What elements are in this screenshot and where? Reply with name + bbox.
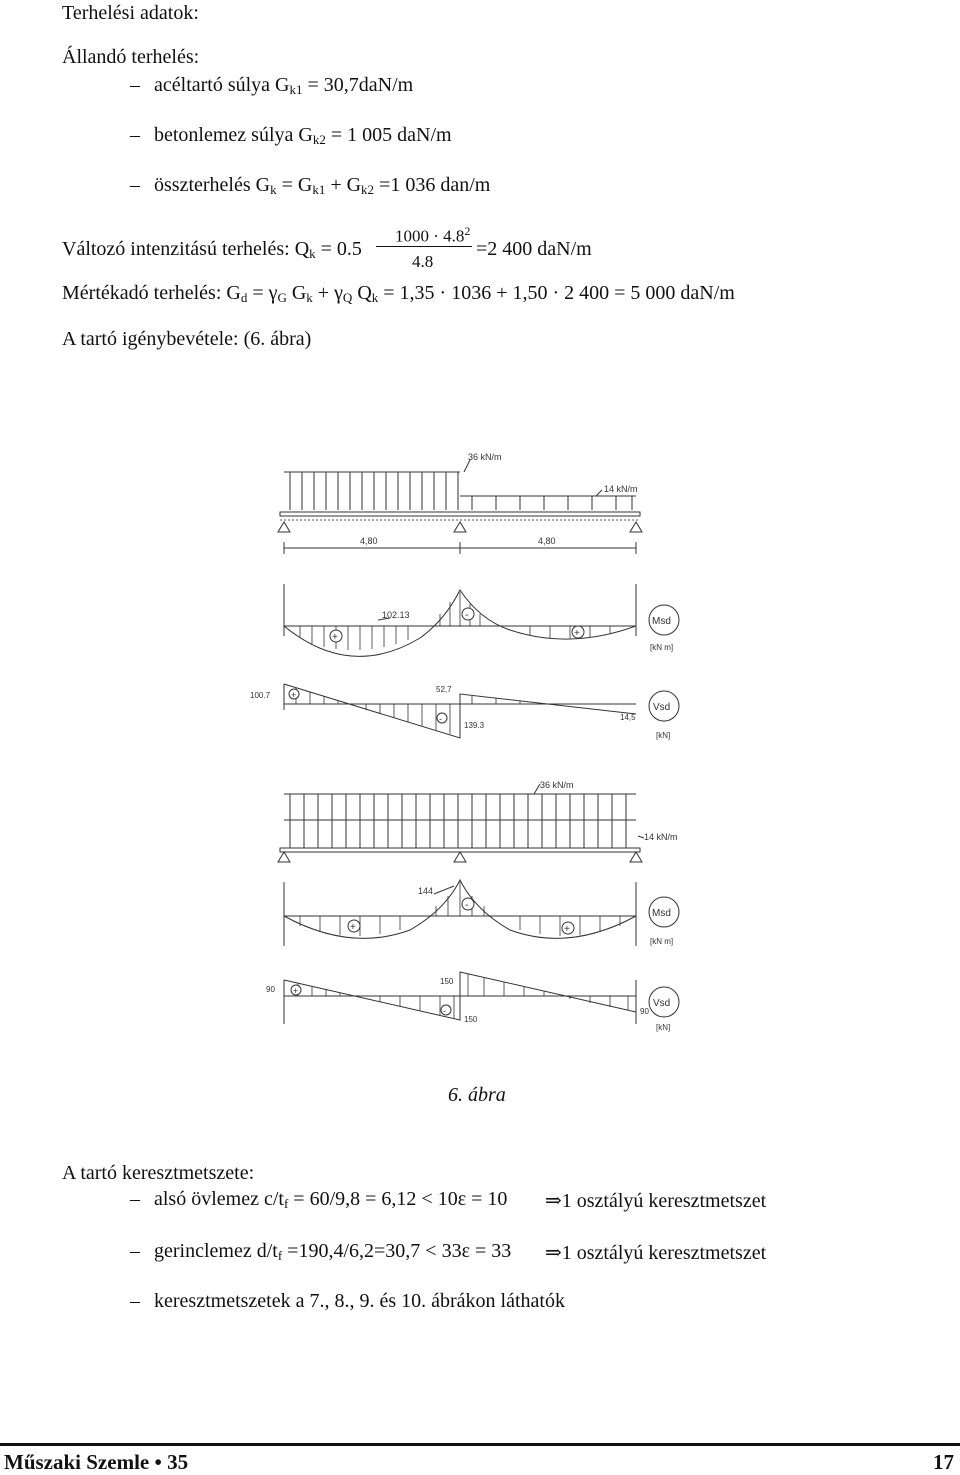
v1-left-value: 100.7: [250, 691, 271, 700]
beam-diagram: [240, 440, 680, 1080]
fraction-bar: [376, 246, 472, 247]
m1-value: 102.13: [382, 610, 410, 620]
shear-diagram-1: [250, 684, 679, 740]
load3-label: 36 kN/m: [540, 780, 574, 790]
permanent-load-title: Állandó terhelés:: [62, 46, 200, 68]
total-load-line: – összterhelés $G_k = G_{k1} + G_{k2} =1$ 036 dan/m: [130, 174, 491, 197]
figure-caption: 6. ábra: [448, 1084, 506, 1106]
variable-load-line: Változó intenzitású terhelés: $Q_k = 0.5$: [62, 238, 362, 261]
v2-minus: -: [443, 1006, 446, 1016]
m-unit-1: [kN m]: [650, 643, 674, 652]
v1-right-value: 14,5: [620, 713, 636, 722]
design-load-line: Mértékadó terhelés: $G_d = \gamma_G$ $G_k + \gamma_Q$ $Q_k = 1,35 \cdot 1036 + 1,50 \cdot 2$ 400 = 5 000 daN/m: [62, 282, 735, 305]
load4-label: 14 kN/m: [644, 832, 678, 842]
v2-plus: +: [293, 986, 299, 996]
m-unit-2: [kN m]: [650, 937, 674, 946]
bottom-flange-result: ⇒1 osztályú keresztmetszet: [545, 1190, 767, 1212]
bottom-flange-line: – alsó övlemez $c/t_f = 60/9,8 = 6,12 < 10\varepsilon = 10$: [130, 1188, 508, 1211]
fraction-denominator: 4.8: [412, 252, 434, 271]
v2-mid-top-value: 150: [440, 977, 454, 986]
v2-right-value: 90: [640, 1007, 649, 1016]
steel-weight-line: – acéltartó súlya $G_{k1} = 30,7daN/m$: [130, 74, 414, 97]
m2-minus: -: [465, 900, 469, 911]
v-unit-2: [kN]: [656, 1023, 671, 1032]
span2-label: 4,80: [538, 536, 556, 546]
web-line: – gerinclemez $d/t_f =190,4/6,2=30,7 < 33\varepsilon = 33$: [130, 1240, 512, 1263]
v2-left-value: 90: [266, 985, 275, 994]
msd-label-1: Msd: [652, 616, 671, 627]
m2-plus-right: +: [564, 924, 570, 935]
fraction-numerator: $1000 \cdot 4.8^2$: [395, 224, 471, 246]
footer-rule: [0, 1443, 960, 1446]
v1-mid-top-value: 52,7: [436, 685, 452, 694]
vsd-label-2: Vsd: [653, 998, 671, 1009]
m2-plus-left: +: [350, 922, 356, 933]
cross-sections-ref-line: – keresztmetszetek a 7., 8., 9. és 10. ábrákon láthatók: [130, 1290, 565, 1312]
m1-plus-right: +: [574, 628, 580, 639]
footer-journal: Műszaki Szemle • 35: [4, 1450, 189, 1474]
web-result: ⇒1 osztályú keresztmetszet: [545, 1242, 767, 1264]
shear-diagram-2: [266, 972, 679, 1032]
msd-label-2: Msd: [652, 908, 671, 919]
section-heading: Terhelési adatok:: [62, 2, 199, 24]
m1-plus-left: +: [332, 632, 338, 643]
cross-section-title: A tartó keresztmetszete:: [62, 1162, 255, 1184]
v1-minus: -: [439, 714, 442, 724]
load1-label: 36 kN/m: [468, 452, 502, 462]
internal-forces-line: A tartó igénybevétele: (6. ábra): [62, 328, 312, 350]
load2-label: 14 kN/m: [604, 484, 638, 494]
span1-label: 4,80: [360, 536, 378, 546]
m2-value: 144: [418, 886, 434, 896]
v1-mid-bottom-value: 139.3: [464, 721, 485, 730]
v1-plus: +: [291, 690, 297, 700]
moment-diagram-2: [284, 880, 679, 946]
load-case-2: [278, 780, 678, 862]
m1-minus: -: [465, 610, 469, 621]
vsd-label-1: Vsd: [653, 702, 671, 713]
load-case-1: [278, 452, 642, 554]
page-number: 17: [933, 1450, 954, 1474]
concrete-weight-line: – betonlemez súlya $G_{k2} = 1$ 005 daN/m: [130, 124, 452, 147]
variable-load-result: =2 400 daN/m: [476, 238, 592, 260]
moment-diagram-1: [284, 584, 679, 656]
v2-mid-bottom-value: 150: [464, 1015, 478, 1024]
v-unit-1: [kN]: [656, 731, 671, 740]
